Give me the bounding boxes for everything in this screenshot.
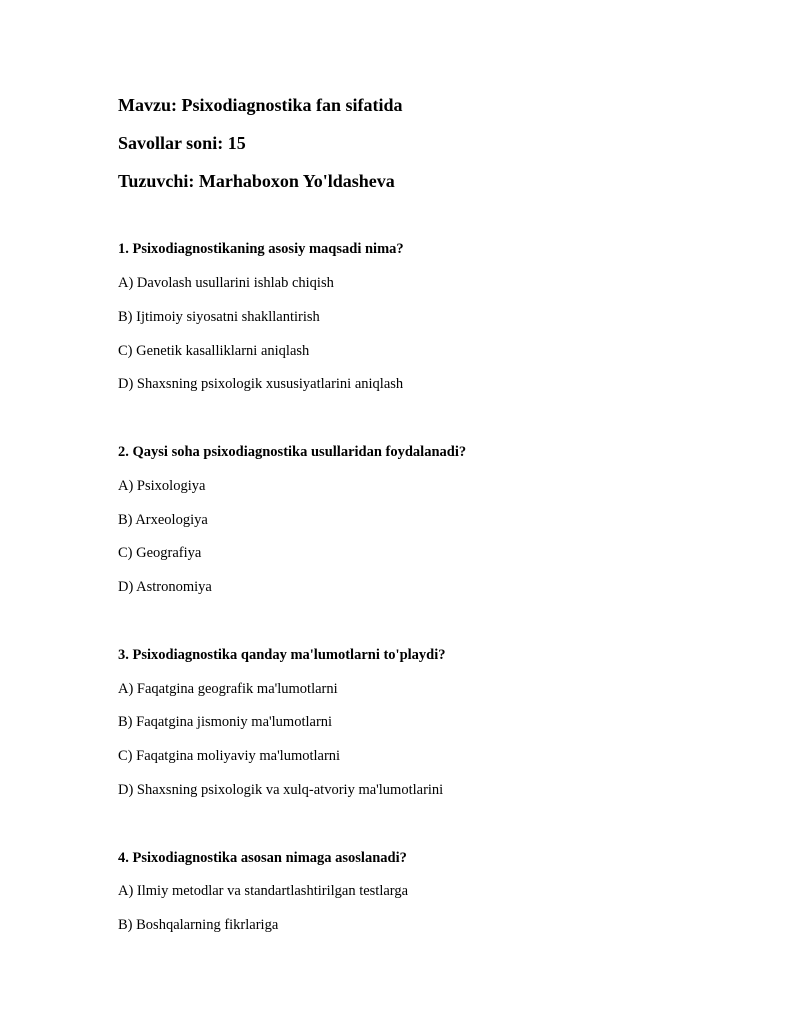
question-1-option-d: D) Shaxsning psixologik xususiyatlarini aniqlash xyxy=(118,376,404,392)
question-2-option-c: C) Geografiya xyxy=(118,545,202,561)
question-1-option-c: C) Genetik kasalliklarni aniqlash xyxy=(118,343,310,359)
question-3-option-a: A) Faqatgina geografik ma'lumotlarni xyxy=(118,681,338,697)
question-3-option-c: C) Faqatgina moliyaviy ma'lumotlarni xyxy=(118,748,341,764)
question-1-title: 1. Psixodiagnostikaning asosiy maqsadi nima? xyxy=(118,241,404,257)
question-3-option-b: B) Faqatgina jismoniy ma'lumotlarni xyxy=(118,714,333,730)
author-line: Tuzuvchi: Marhaboxon Yo'ldasheva xyxy=(118,171,395,191)
topic-heading: Mavzu: Psixodiagnostika fan sifatida xyxy=(118,95,403,115)
question-3-title: 3. Psixodiagnostika qanday ma'lumotlarni to'playdi? xyxy=(118,647,446,663)
question-2-title: 2. Qaysi soha psixodiagnostika usullaridan foydalanadi? xyxy=(118,444,467,460)
question-2-option-d: D) Astronomiya xyxy=(118,579,212,595)
question-2-option-b: B) Arxeologiya xyxy=(118,512,208,528)
question-2-option-a: A) Psixologiya xyxy=(118,478,206,494)
question-1-option-a: A) Davolash usullarini ishlab chiqish xyxy=(118,275,334,291)
question-1-option-b: B) Ijtimoiy siyosatni shakllantirish xyxy=(118,309,320,325)
question-4-option-b: B) Boshqalarning fikrlariga xyxy=(118,917,279,933)
question-3-option-d: D) Shaxsning psixologik va xulq-atvoriy ma'lumotlarini xyxy=(118,782,444,798)
question-count: Savollar soni: 15 xyxy=(118,133,246,153)
question-4-title: 4. Psixodiagnostika asosan nimaga asoslanadi? xyxy=(118,850,407,866)
question-4-option-a: A) Ilmiy metodlar va standartlashtirilgan testlarga xyxy=(118,883,409,899)
